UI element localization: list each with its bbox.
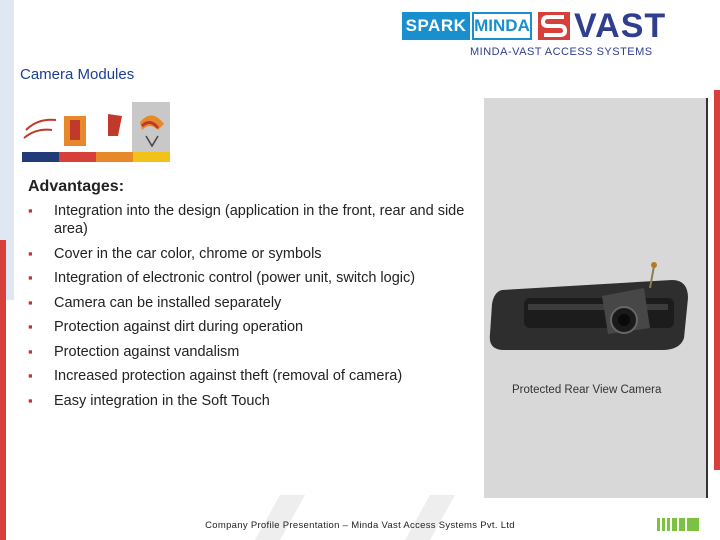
car-door-thumbnail-image	[22, 102, 170, 162]
list-item: ▪ Protection against dirt during operation	[28, 318, 488, 336]
list-item: ▪ Cover in the car color, chrome or symbols	[28, 245, 488, 263]
s-mark-icon	[538, 12, 570, 40]
list-item: ▪ Increased protection against theft (removal of camera)	[28, 367, 488, 385]
vast-logo: VAST	[574, 7, 667, 45]
list-item: ▪ Protection against vandalism	[28, 343, 488, 361]
spark-logo: SPARK	[402, 12, 470, 40]
advantages-heading: Advantages:	[28, 178, 125, 195]
right-red-stripe	[714, 90, 720, 470]
slide-title: Camera Modules	[20, 66, 135, 83]
list-item: ▪ Integration of electronic control (power unit, switch logic)	[28, 269, 488, 287]
left-red-stripe	[0, 240, 6, 540]
company-logo-bar	[398, 6, 714, 64]
signal-bars-icon	[657, 518, 699, 531]
background-watermark	[235, 495, 485, 540]
list-item: ▪ Easy integration in the Soft Touch	[28, 392, 488, 410]
footer-text: Company Profile Presentation – Minda Vast Access Systems Pvt. Ltd	[205, 520, 515, 531]
left-accent-bar	[0, 0, 14, 540]
minda-logo: MINDA	[472, 12, 532, 40]
camera-photo-panel	[484, 98, 708, 498]
list-item: ▪ Camera can be installed separately	[28, 294, 488, 312]
advantages-list	[28, 202, 488, 416]
company-tagline: MINDA-VAST ACCESS SYSTEMS	[470, 46, 653, 58]
photo-caption: Protected Rear View Camera	[512, 384, 662, 396]
list-item: ▪ Integration into the design (application in the front, rear and side area)	[28, 202, 488, 238]
rear-view-camera-image	[484, 258, 706, 368]
